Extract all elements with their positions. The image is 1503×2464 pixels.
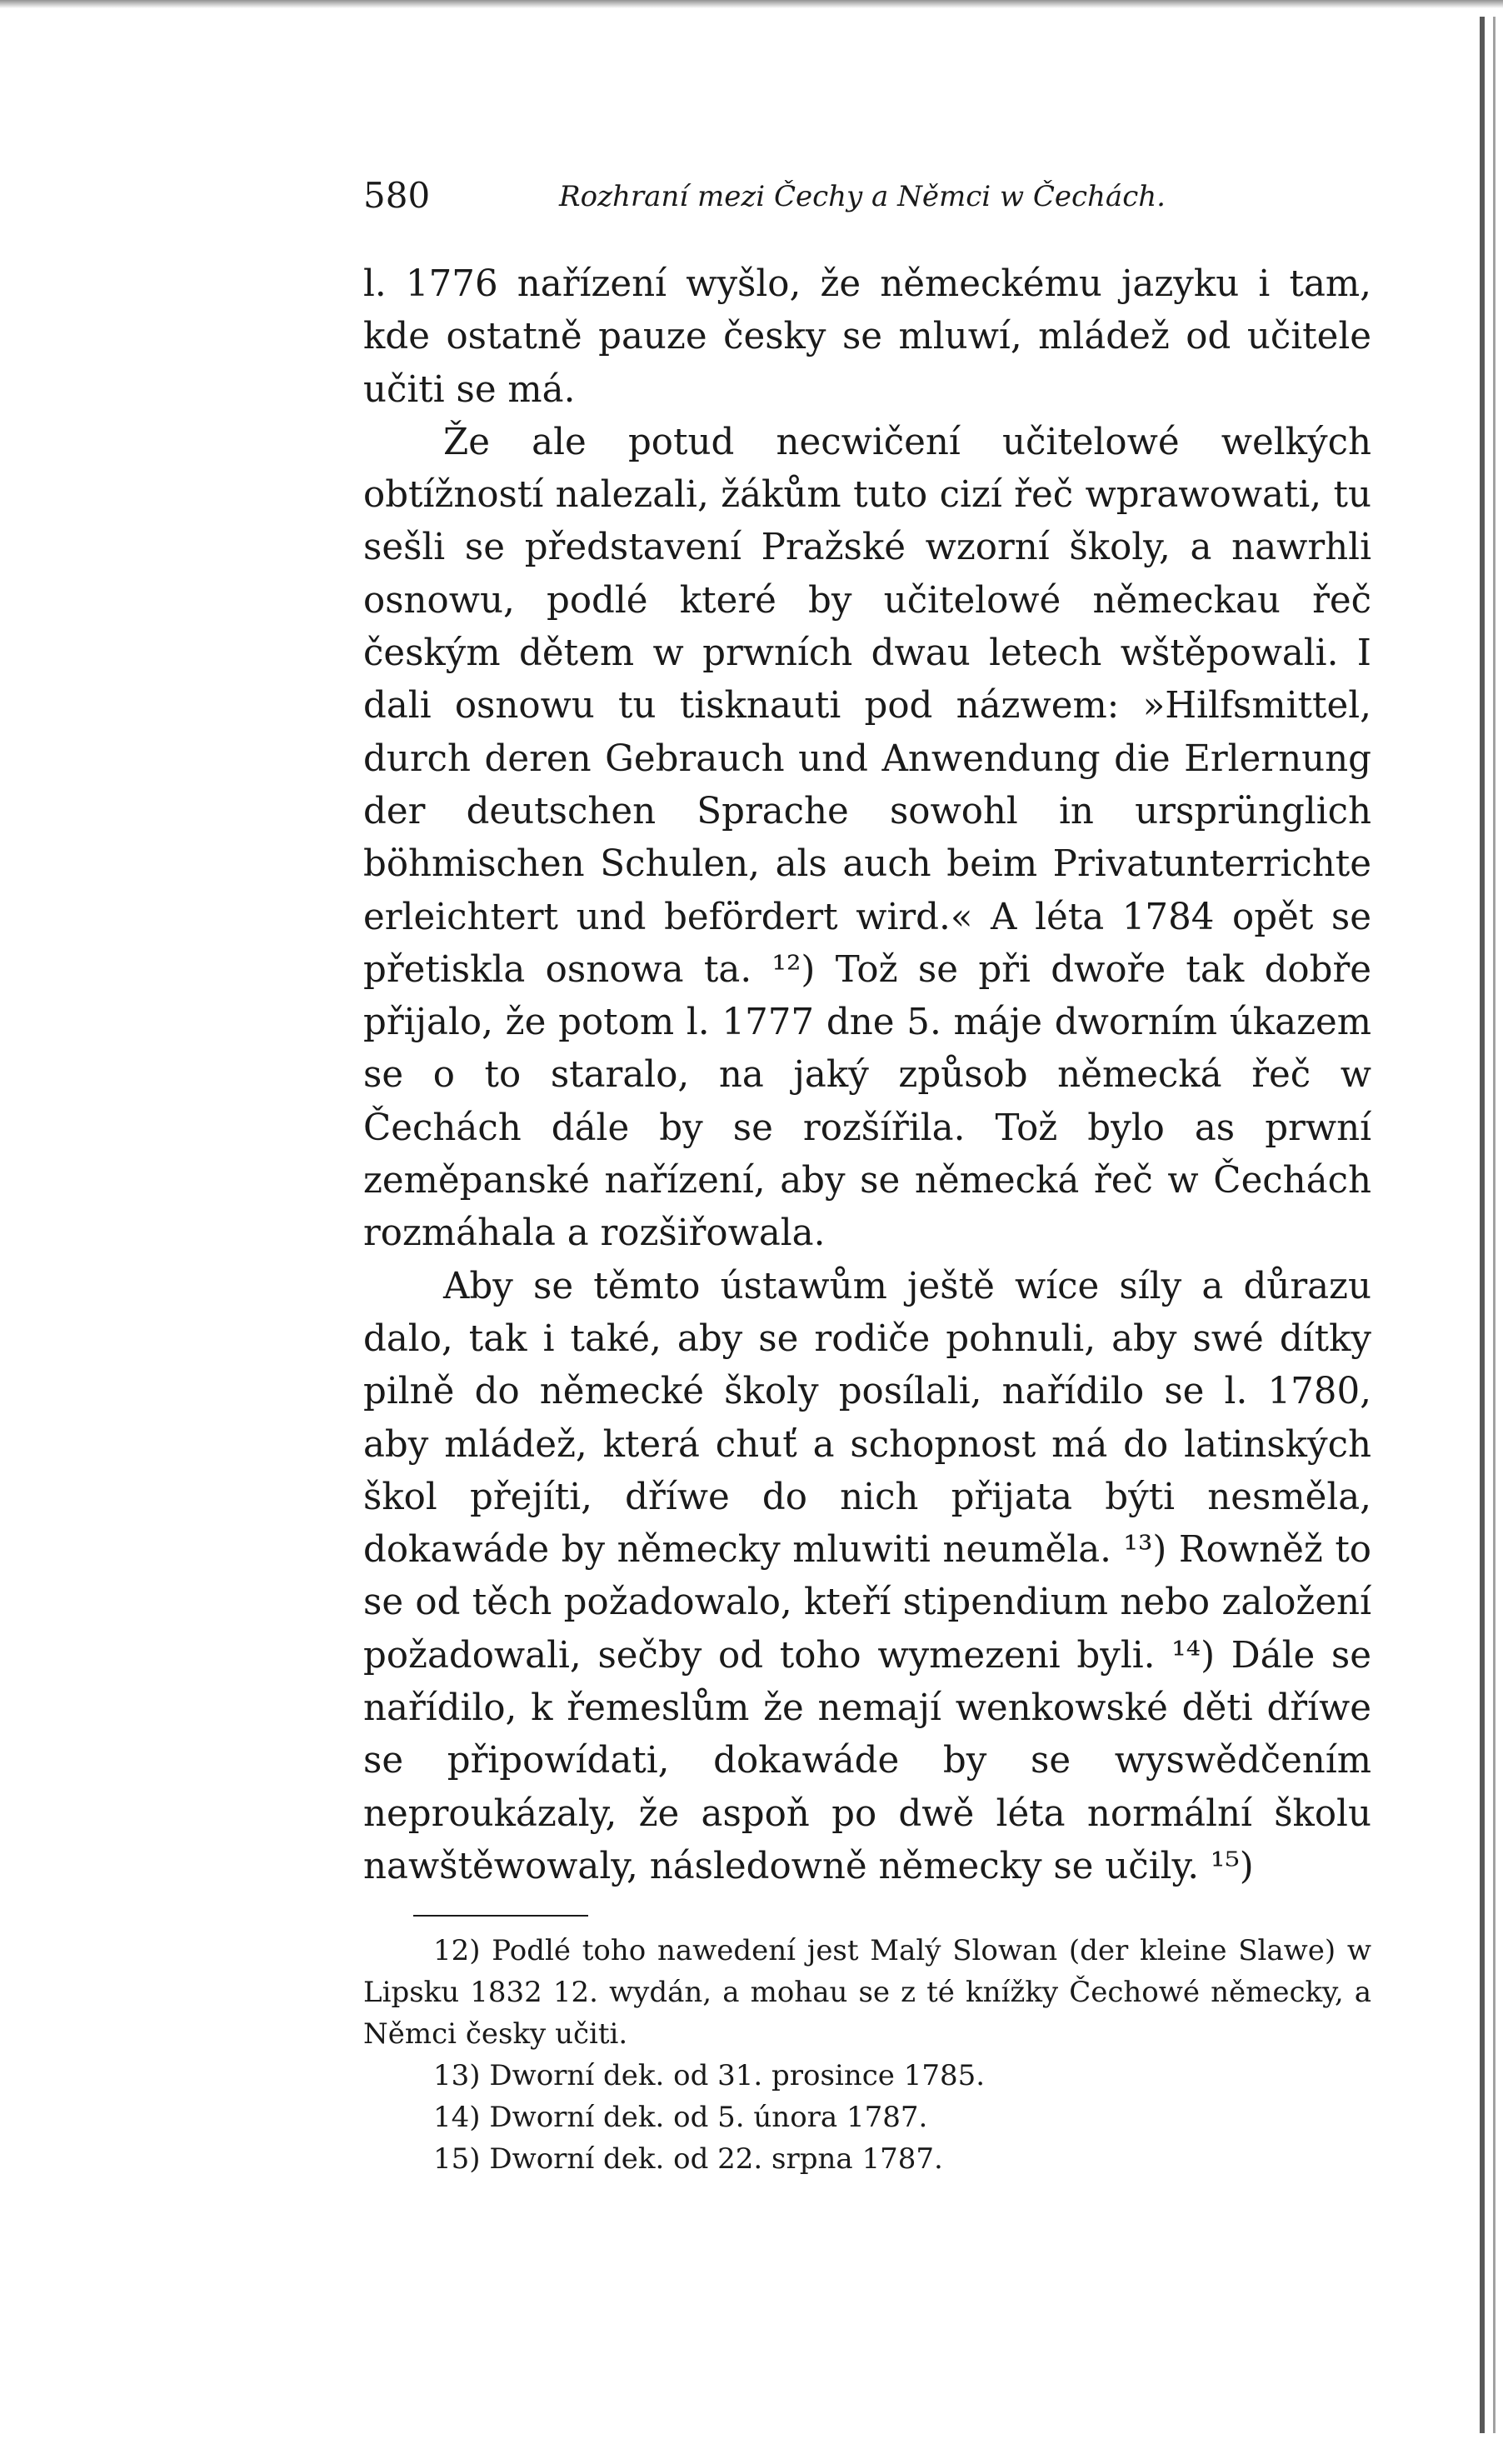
paragraph-2: Že ale potud necwičení učitelowé welkých obtížností nalezali, žákům tuto cizí řeč wprawowati, tu sešli se představení Pražské wzorní školy, a nawrhli osnowu, podlé které by učitelowé německau řeč českým dětem w prwních dwau letech wštěpowali. I dali osnowu tu tisknauti pod názwem: »Hilfsmittel, durch deren Gebrauch und Anwendung die Erlernung der deutschen Sprache sowohl in ursprünglich böhmischen Schulen, als auch beim Privatunterrichte erleichtert und befördert wird.« A léta 1784 opět se přetiskla osnowa ta. ¹²) Tož se při dwoře tak dobře přijalo, že potom l. 1777 dne 5. máje dworním úkazem se o to staralo, na jaký způsob německá řeč w Čechách dále by se rozšířila. Tož bylo as prwní zeměpanské nařízení, aby se německá řeč w Čechách rozmáhala a rozšiřowala. (363, 421, 1371, 1255)
scan-right-edge-secondary (1493, 17, 1496, 2433)
scan-right-edge (1480, 17, 1485, 2433)
paragraph-3: Aby se těmto ústawům ještě wíce síly a důrazu dalo, tak i také, aby se rodiče pohnuli, aby swé dítky pilně do německé školy posílali, nařídilo se l. 1780, aby mládež, která chuť a schopnost má do latinských škol přejíti, dříwe do nich přijata býti nesměla, dokawáde by německy mluwiti neuměla. ¹³) Rowněž to se od těch požadowalo, kteří stipendium nebo založení požadowali, sečby od toho wymezeni byli. ¹⁴) Dále se nařídilo, k řemeslům že nemají wenkowské děti dříwe se připowídati, dokawáde by se wyswědčením neproukázaly, že aspoň po dwě léta normální školu nawštěwowaly, následowně německy se učily. ¹⁵) (363, 1265, 1371, 1887)
footnote-15: 15) Dworní dek. od 22. srpna 1787. (433, 2142, 943, 2177)
footnote-12: 12) Podlé toho nawedení jest Malý Slowan (der kleine Slawe) w Lipsku 1832 12. wydán, a mohau se z té knížky Čechowé německy, a Němci česky učiti. (363, 1934, 1371, 2052)
footnotes (363, 1930, 1371, 2180)
book-page (363, 175, 1371, 2180)
footnote-14: 14) Dworní dek. od 5. února 1787. (433, 2101, 928, 2135)
running-head (363, 175, 1371, 233)
running-title: Rozhraní mezi Čechy a Němci w Čechách. (559, 180, 1166, 213)
page-number: 580 (363, 175, 431, 216)
footnote-13: 13) Dworní dek. od 31. prosince 1785. (433, 2059, 986, 2093)
paragraph-1: l. 1776 nařízení wyšlo, že německému jazyku i tam, kde ostatně pauze česky se mluwí, mládež od učitele učiti se má. (363, 263, 1371, 411)
scan-top-edge (0, 0, 1503, 8)
body-text (363, 258, 1371, 1893)
footnote-divider (413, 1915, 588, 1917)
